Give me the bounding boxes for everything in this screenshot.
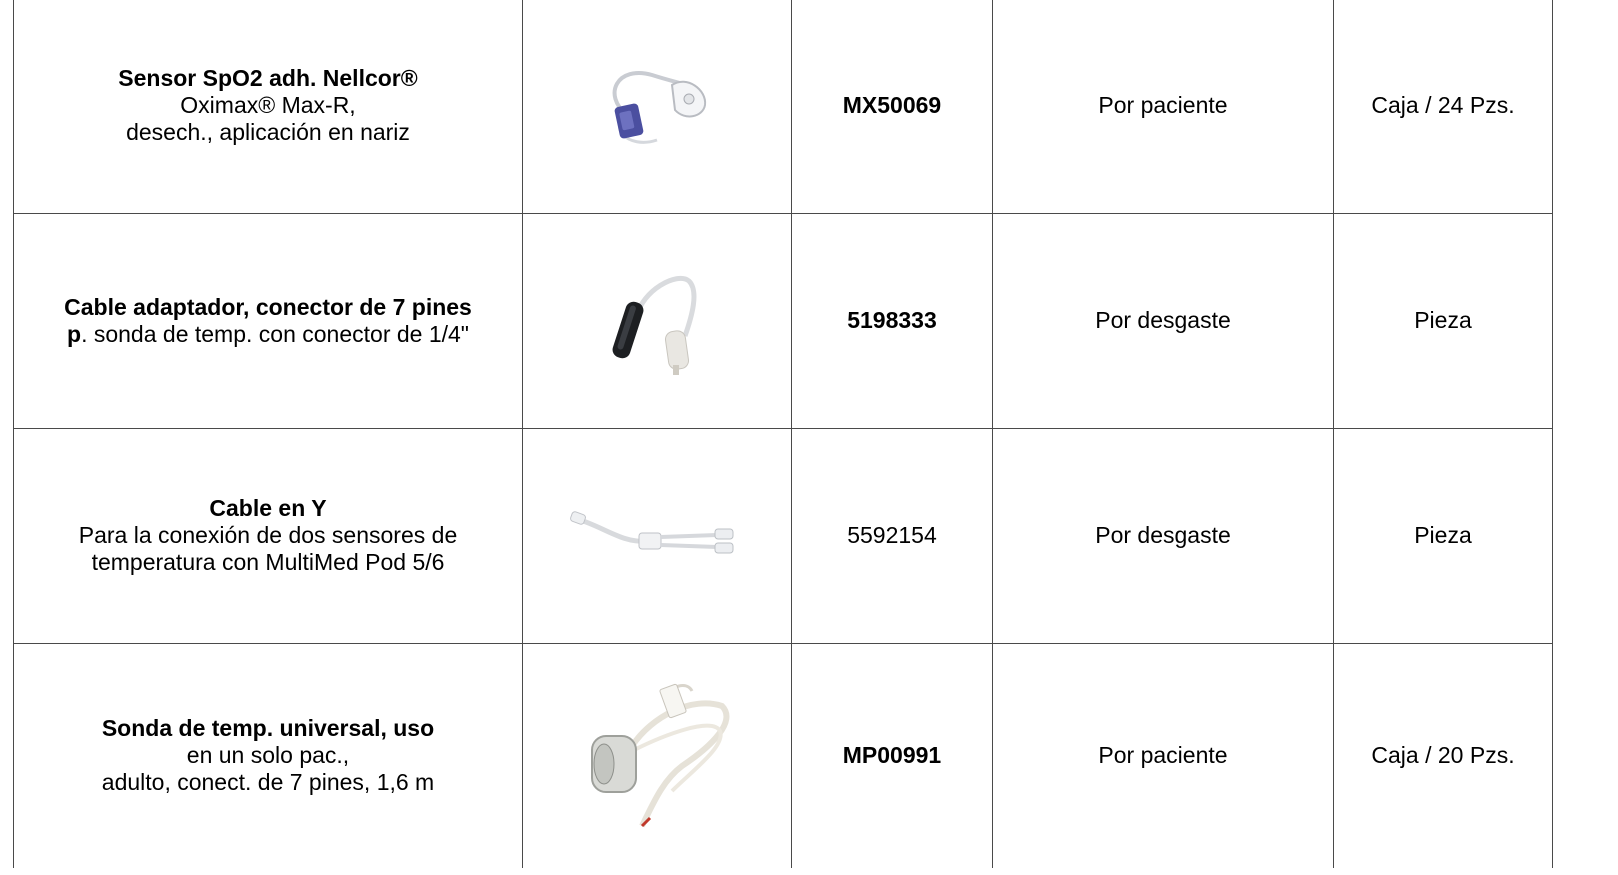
product-detail-line: desech., aplicación en nariz — [126, 118, 410, 145]
product-detail-line: adulto, conect. de 7 pines, 1,6 m — [101, 769, 435, 796]
product-detail-line — [22, 321, 514, 348]
adapter-cable-image — [597, 261, 717, 381]
product-image-cell — [523, 213, 792, 428]
replacement-interval: Por desgaste — [993, 428, 1334, 643]
description-cell — [14, 213, 523, 428]
product-detail-fragment: . sonda de temp. con conector de 1/4" — [81, 320, 469, 347]
replacement-interval: Por desgaste — [993, 213, 1334, 428]
temperature-probe-image — [572, 676, 742, 836]
y-cable-image — [567, 501, 747, 571]
product-image-cell — [523, 0, 792, 213]
packaging-unit: Pieza — [1334, 213, 1553, 428]
product-title: Sonda de temp. universal, uso — [101, 715, 435, 742]
table-row — [14, 0, 1553, 213]
description-cell — [14, 428, 523, 643]
packaging-unit: Caja / 24 Pzs. — [1334, 0, 1553, 213]
order-code: MP00991 — [792, 643, 993, 868]
product-detail-line: en un solo pac., — [186, 742, 350, 769]
product-detail-line: temperatura con MultiMed Pod 5/6 — [91, 549, 445, 575]
product-title: Sensor SpO2 adh. Nellcor® — [118, 64, 418, 91]
order-code: 5198333 — [792, 213, 993, 428]
table-row — [14, 213, 1553, 428]
description-cell — [14, 643, 523, 868]
order-code: 5592154 — [792, 428, 993, 643]
product-detail-bold-fragment: p — [67, 320, 82, 347]
product-detail-line: Oximax® Max-R, — [180, 91, 356, 118]
spo2-nasal-sensor-image — [597, 55, 717, 155]
product-image-cell — [523, 643, 792, 868]
product-title: Cable en Y — [209, 495, 327, 521]
replacement-interval: Por paciente — [993, 643, 1334, 868]
product-title: Cable adaptador, conector de 7 pines — [64, 293, 472, 320]
replacement-interval: Por paciente — [993, 0, 1334, 213]
description-cell — [14, 0, 523, 213]
table-row — [14, 428, 1553, 643]
packaging-unit: Pieza — [1334, 428, 1553, 643]
packaging-unit: Caja / 20 Pzs. — [1334, 643, 1553, 868]
product-image-cell — [523, 428, 792, 643]
product-detail-line: Para la conexión de dos sensores de — [78, 522, 458, 548]
accessories-table — [13, 0, 1553, 868]
order-code: MX50069 — [792, 0, 993, 213]
table-row — [14, 643, 1553, 868]
